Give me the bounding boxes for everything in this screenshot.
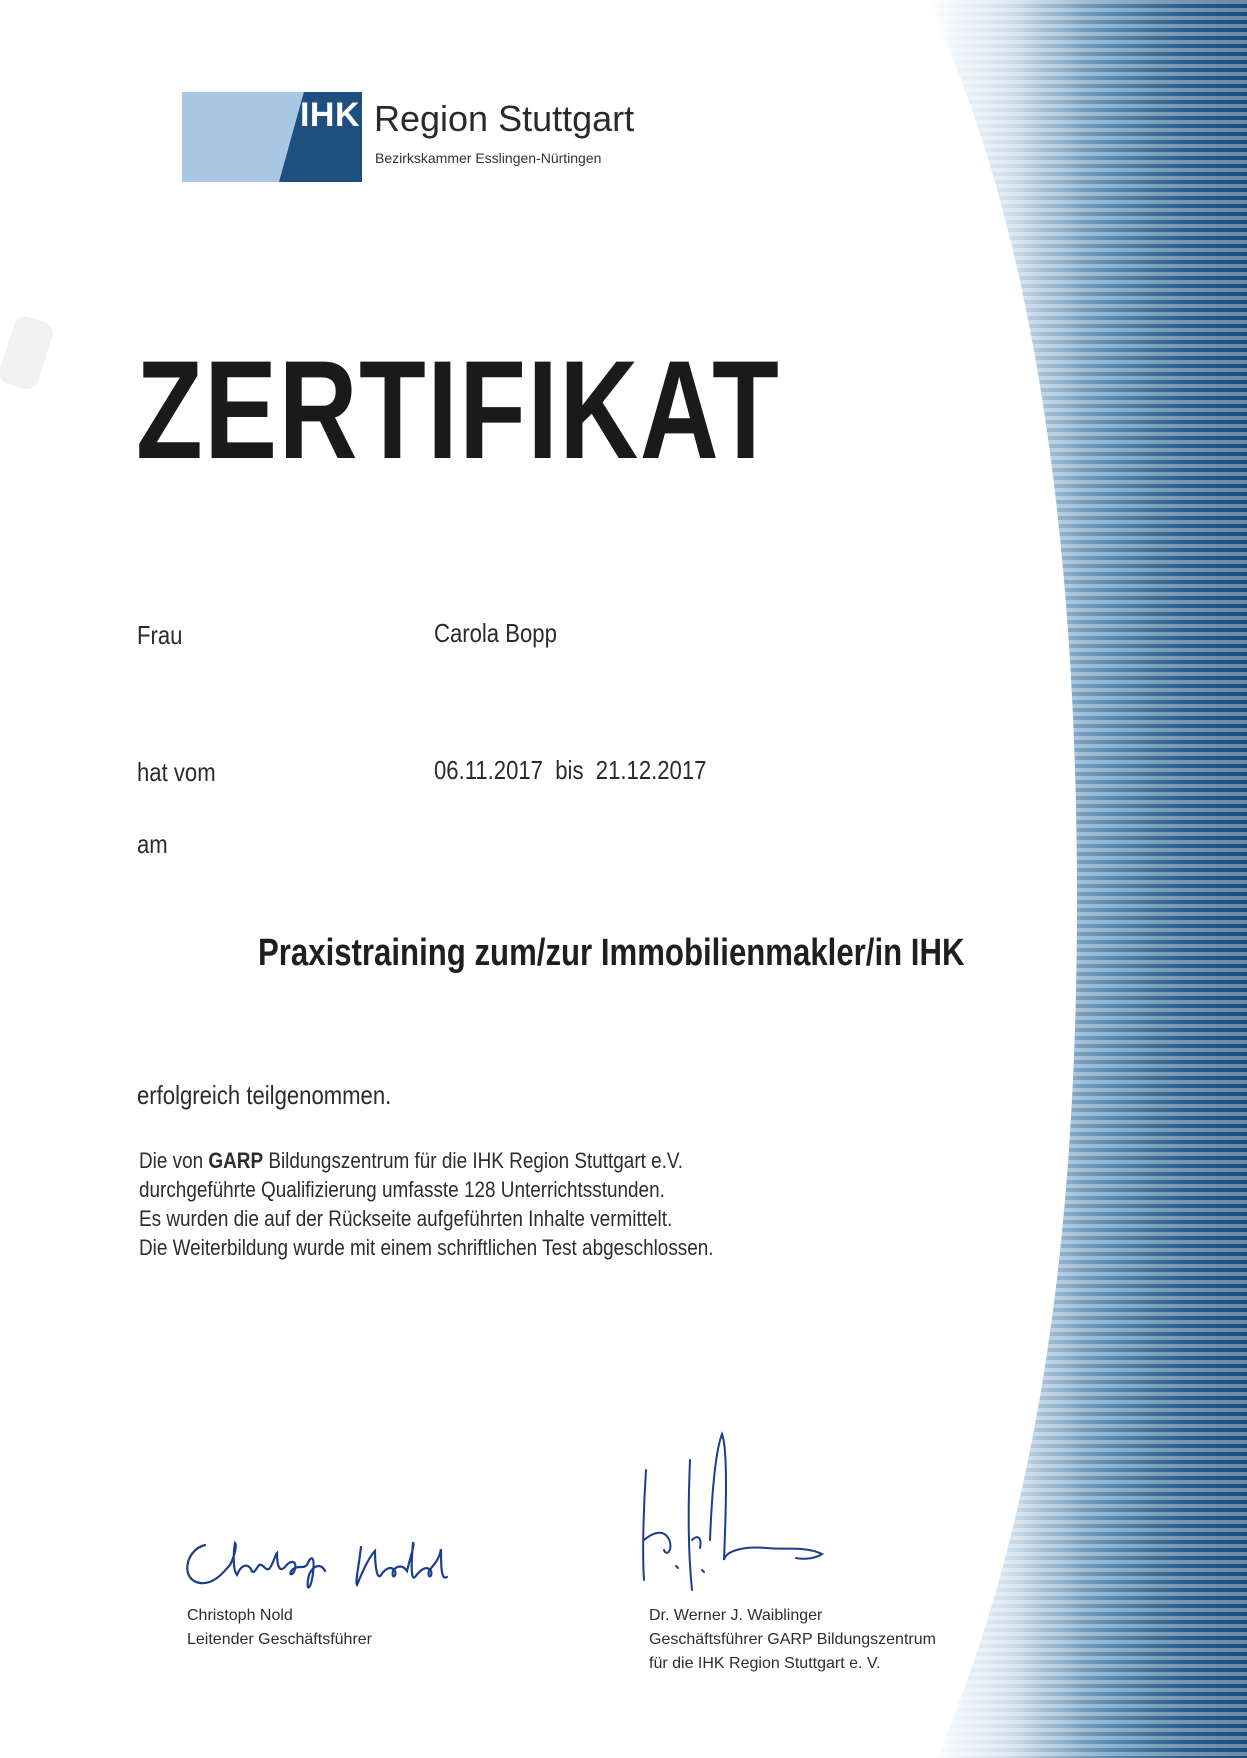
description-line-1-prefix: Die von bbox=[139, 1148, 209, 1173]
logo-region-text: Region Stuttgart bbox=[374, 98, 635, 139]
period-label: hat vom bbox=[137, 757, 216, 787]
signature-nold bbox=[175, 1525, 485, 1595]
logo-subline: Bezirkskammer Esslingen-Nürtingen bbox=[375, 150, 602, 166]
signatory-1-name: Christoph Nold bbox=[187, 1607, 293, 1624]
description-line-1-suffix: Bildungszentrum für die IHK Region Stuttgart e.V. bbox=[263, 1148, 684, 1173]
signature-waiblinger bbox=[636, 1430, 836, 1605]
signatory-2 bbox=[649, 1604, 936, 1676]
description-line-4: Die Weiterbildung wurde mit einem schriftlichen Test abgeschlossen. bbox=[139, 1235, 714, 1260]
ihk-logo bbox=[182, 92, 662, 182]
description-line-2: durchgeführte Qualifizierung umfasste 128 Unterrichtsstunden. bbox=[139, 1177, 665, 1202]
salutation-label: Frau bbox=[137, 620, 183, 650]
am-label: am bbox=[137, 829, 168, 859]
result-text: erfolgreich teilgenommen. bbox=[137, 1080, 392, 1110]
logo-ihk-text: IHK bbox=[299, 96, 360, 134]
signatory-2-role-1: Geschäftsführer GARP Bildungszentrum bbox=[649, 1631, 936, 1648]
period-to: 21.12.2017 bbox=[595, 755, 707, 785]
certificate-title: ZERTIFIKAT bbox=[136, 331, 781, 488]
description-line-3: Es wurden die auf der Rückseite aufgeführten Inhalte vermittelt. bbox=[139, 1206, 673, 1231]
period-from: 06.11.2017 bbox=[434, 755, 543, 785]
signatory-2-name: Dr. Werner J. Waiblinger bbox=[649, 1607, 823, 1624]
recipient-name: Carola Bopp bbox=[434, 618, 557, 648]
decorative-wave-band bbox=[927, 0, 1247, 1758]
description-line-1 bbox=[139, 1146, 714, 1175]
signatory-1 bbox=[187, 1604, 372, 1652]
garp-bold: GARP bbox=[208, 1148, 264, 1173]
signatory-1-role: Leitender Geschäftsführer bbox=[187, 1631, 372, 1648]
paper-smudge bbox=[0, 314, 56, 393]
period-values bbox=[434, 755, 706, 786]
signatory-2-role-2: für die IHK Region Stuttgart e. V. bbox=[649, 1655, 881, 1672]
description-paragraph bbox=[139, 1146, 714, 1262]
period-to-word: bis bbox=[555, 755, 584, 785]
course-title: Praxistraining zum/zur Immobilienmakler/in IHK bbox=[258, 932, 965, 974]
